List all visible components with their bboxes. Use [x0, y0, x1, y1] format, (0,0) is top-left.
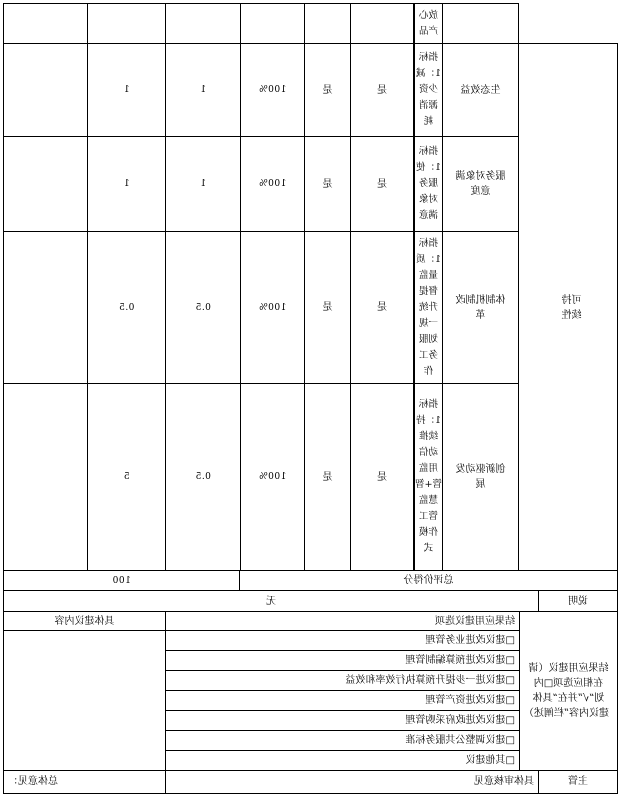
col-d-cell: 0.5: [165, 383, 241, 571]
col-c-cell: 100%: [240, 383, 305, 571]
col-d-cell: 1: [165, 136, 241, 232]
recommendations-header: 结果应用建议选项: [165, 611, 520, 631]
col-b-cell: [304, 3, 351, 44]
footer-review-label: 具体审核意见: [165, 770, 539, 794]
col-a-cell: 是: [350, 43, 414, 137]
col-a-cell: 是: [350, 383, 414, 571]
col-f-cell: [3, 231, 88, 384]
col-d-cell: [165, 3, 241, 44]
footer-label: 主管: [538, 770, 618, 794]
col-b-cell: 是: [304, 231, 351, 384]
col-c-cell: [240, 3, 305, 44]
total-score-label: 总评价得分: [239, 570, 618, 591]
option-procurement-management[interactable]: □建议改进政府采购管理: [165, 710, 520, 731]
option-asset-management[interactable]: □建议改进资产管理: [165, 690, 520, 711]
col-b-cell: 是: [304, 136, 351, 232]
col-c-cell: 100%: [240, 231, 305, 384]
col-c-cell: 100%: [240, 43, 305, 137]
col-e-cell: 1: [87, 136, 166, 232]
notes-label: 说明: [538, 590, 618, 612]
col-c-cell: 100%: [240, 136, 305, 232]
secondary-cell: 生态效益: [442, 43, 519, 137]
col-d-cell: 0.5: [165, 231, 241, 384]
option-other[interactable]: □其他建议: [165, 750, 520, 771]
col-a-cell: 是: [350, 136, 414, 232]
col-f-cell: [3, 136, 88, 232]
col-f-cell: [3, 3, 88, 44]
col-e-cell: 5: [87, 383, 166, 571]
col-d-cell: 1: [165, 43, 241, 137]
col-f-cell: [3, 43, 88, 137]
dimension-cell: [518, 43, 618, 571]
recommendations-content-header: 具体建议内容: [3, 611, 166, 631]
option-business-management[interactable]: □建议改进业务管理: [165, 630, 520, 651]
secondary-cell: 创新驱动发展: [442, 383, 519, 571]
secondary-cell: [442, 3, 519, 44]
notes-value: 无: [3, 590, 539, 612]
col-a-cell: 是: [350, 231, 414, 384]
footer-overall-label: 总体意见：: [3, 770, 166, 794]
indicator-cell: 指标1：使服务对象满意: [414, 136, 443, 232]
secondary-cell: 服务对象满意度: [442, 136, 519, 232]
col-e-cell: 1: [87, 43, 166, 137]
col-a-cell: [350, 3, 414, 44]
indicator-cell: 指标1：减少资源消耗: [414, 43, 443, 137]
secondary-cell: 体制机制改革: [442, 231, 519, 384]
col-e-cell: 0.5: [87, 231, 166, 384]
indicator-cell: 放心产品: [414, 3, 443, 44]
option-budget-execution[interactable]: □建议进一步提升预算执行效率和效益: [165, 670, 520, 691]
dimension-label: 可持续性: [561, 295, 582, 321]
col-f-cell: [3, 383, 88, 571]
col-e-cell: [87, 3, 166, 44]
total-score-value: 100: [3, 570, 240, 591]
recommendations-label: 结果应用建议（请在相应选项□内划“√”并在“具体建议内容”栏阐述）: [519, 611, 618, 771]
option-budget-preparation[interactable]: □建议改进预算编制管理: [165, 650, 520, 671]
indicator-cell: 指标1：持续推动信用监管+智慧监管工作模式: [414, 383, 443, 571]
col-b-cell: 是: [304, 383, 351, 571]
recommendations-content-area[interactable]: [3, 630, 166, 771]
indicator-cell: 指标1：质量监督提升统一规划服务工作: [414, 231, 443, 384]
col-b-cell: 是: [304, 43, 351, 137]
option-public-service-standards[interactable]: □建议调整公共服务标准: [165, 730, 520, 751]
